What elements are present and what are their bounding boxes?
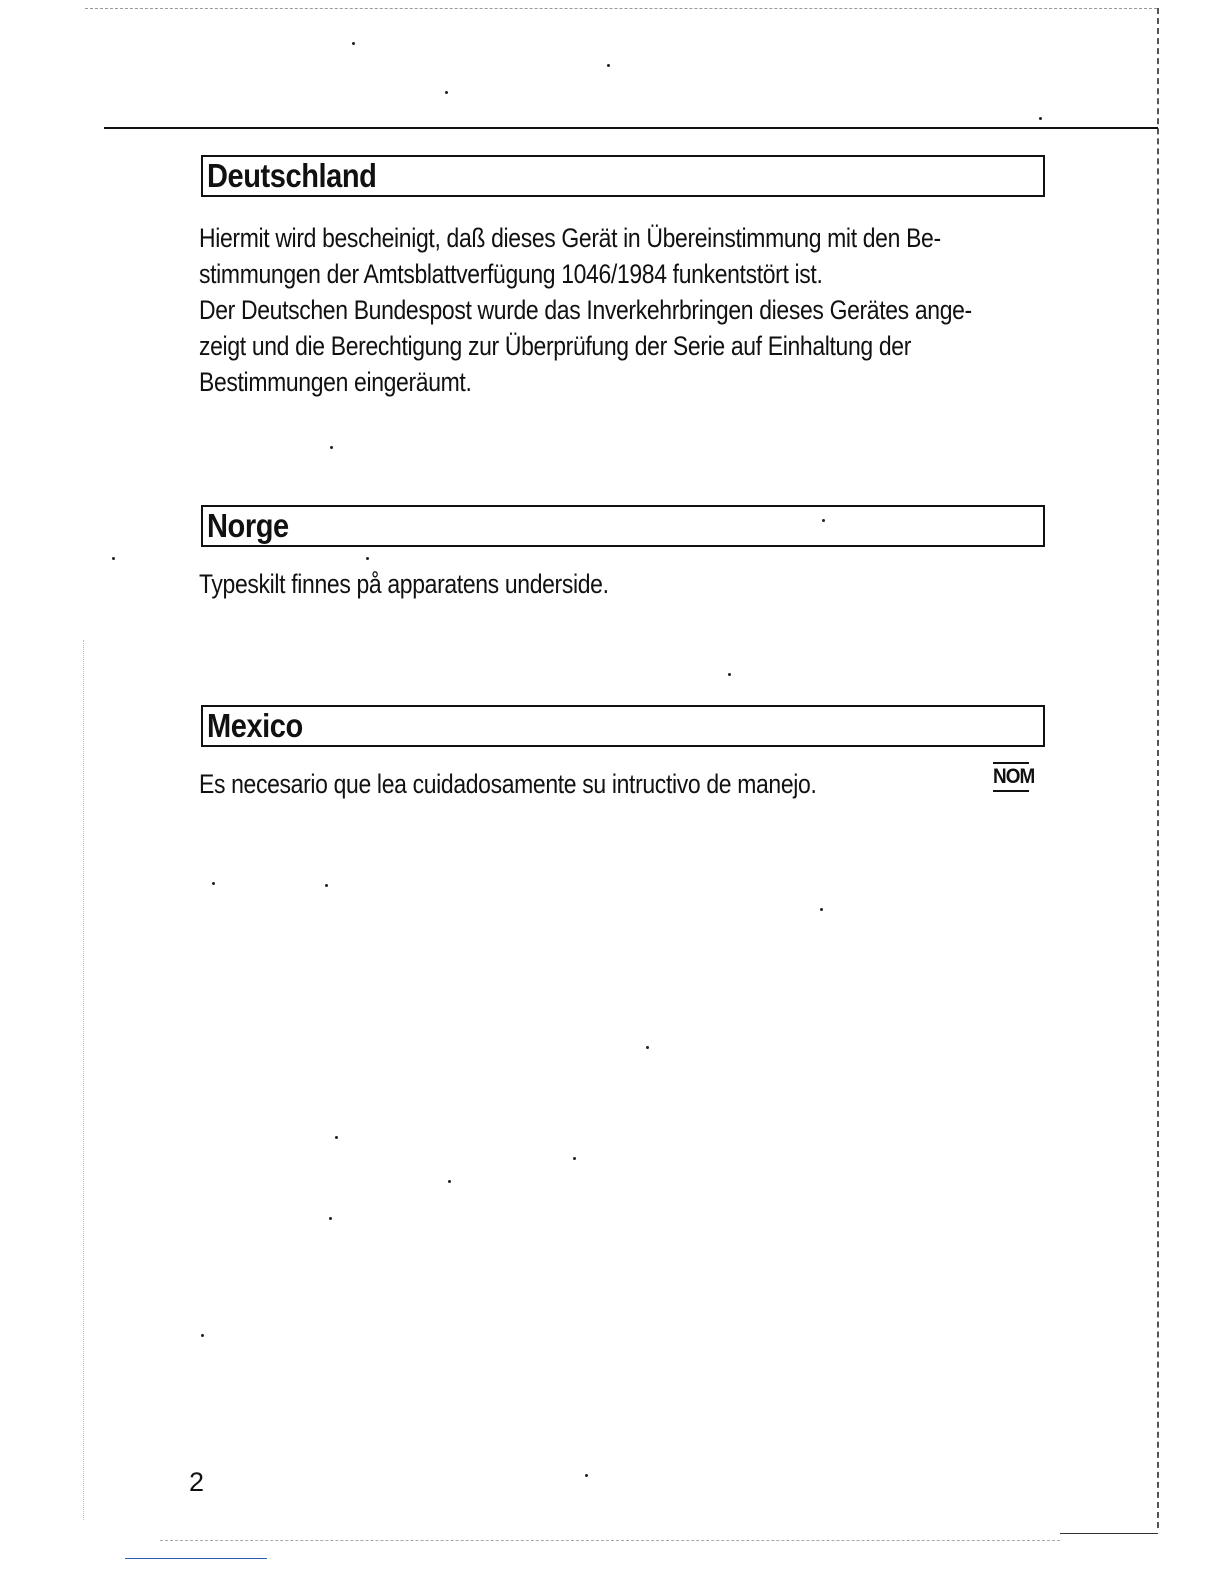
footer-rule xyxy=(1060,1533,1158,1534)
scan-speck xyxy=(585,1474,588,1477)
scan-speck xyxy=(366,557,369,560)
scan-speck xyxy=(1039,117,1042,120)
scan-speck xyxy=(212,882,215,885)
paragraph-line: Typeskilt finnes på apparatens underside. xyxy=(199,569,609,599)
paragraph-line: Bestimmungen eingeräumt. xyxy=(199,367,472,397)
page-edge-right xyxy=(1157,8,1159,1528)
header-rule xyxy=(104,127,1158,129)
scan-edge-top xyxy=(85,8,1157,9)
scan-speck xyxy=(445,91,448,94)
scan-edge-bottom xyxy=(160,1540,1060,1541)
scan-edge-left xyxy=(83,640,84,1520)
scan-speck xyxy=(325,884,328,887)
paragraph-line: stimmungen der Amtsblattverfügung 1046/1984 funkentstört ist. xyxy=(199,259,823,289)
scan-speck xyxy=(335,1136,338,1139)
scan-speck xyxy=(112,557,115,560)
section-header-deutschland xyxy=(201,155,1045,197)
scan-speck xyxy=(330,446,333,449)
page-number: 2 xyxy=(189,1467,205,1497)
section-title-norge: Norge xyxy=(207,507,289,544)
section-title-mexico: Mexico xyxy=(207,707,303,744)
paragraph-line: Hiermit wird bescheinigt, daß dieses Gerät in Übereinstimmung mit den Be- xyxy=(199,223,941,253)
section-body-mexico xyxy=(199,766,816,802)
scan-speck xyxy=(352,42,355,45)
scan-speck xyxy=(448,1180,451,1183)
section-body-deutschland xyxy=(199,220,972,400)
scan-speck xyxy=(329,1217,332,1220)
section-title-deutschland: Deutschland xyxy=(207,157,377,194)
scan-speck xyxy=(822,519,825,522)
paragraph-line: Es necesario que lea cuidadosamente su intructivo de manejo. xyxy=(199,769,817,799)
footer-link-rule xyxy=(125,1558,267,1559)
nom-certification-mark: NOM xyxy=(993,762,1029,792)
scan-speck xyxy=(573,1157,576,1160)
scan-speck xyxy=(201,1334,204,1337)
scan-speck xyxy=(646,1046,649,1049)
section-header-mexico xyxy=(201,705,1045,747)
scan-speck xyxy=(728,673,731,676)
section-body-norge xyxy=(199,566,609,602)
paragraph-line: zeigt und die Berechtigung zur Überprüfung der Serie auf Einhaltung der xyxy=(199,331,912,361)
scan-speck xyxy=(820,908,823,911)
paragraph-line: Der Deutschen Bundespost wurde das Inverkehrbringen dieses Gerätes ange- xyxy=(199,295,972,325)
scan-speck xyxy=(607,64,610,67)
section-header-norge xyxy=(201,505,1045,547)
